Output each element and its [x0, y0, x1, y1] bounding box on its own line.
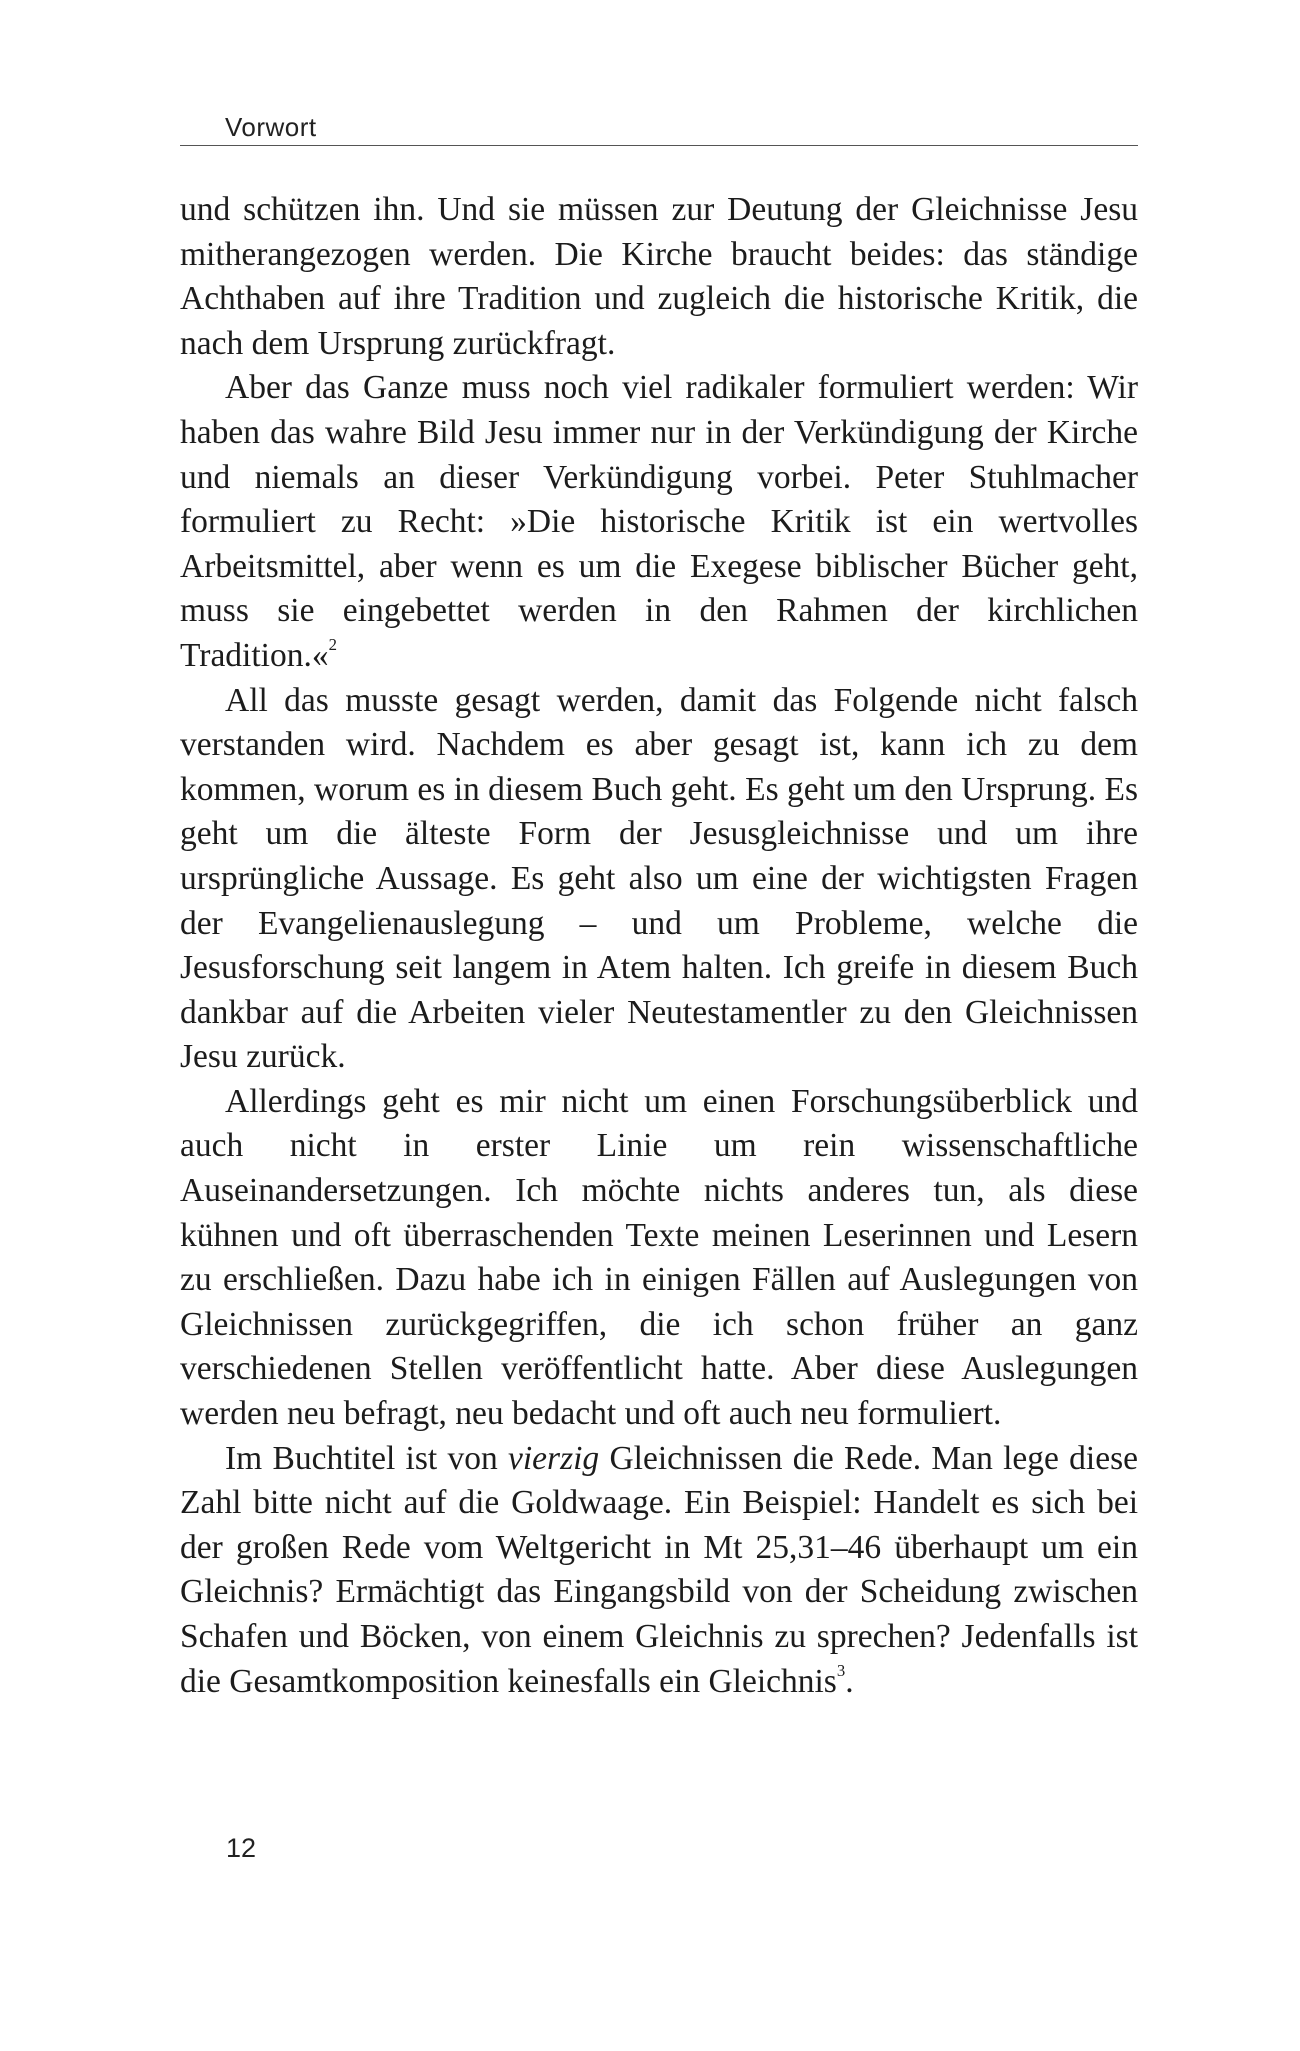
header-rule	[180, 145, 1138, 146]
paragraph-2	[180, 366, 1138, 678]
body-text	[180, 188, 1138, 1704]
footnote-marker: 3	[836, 1660, 846, 1680]
page-number: 12	[226, 1833, 257, 1863]
paragraph-text: Allerdings geht es mir nicht um einen Forschungsüberblick und auch nicht in erster Linie um rein wissenschaftliche Auseinandersetzungen. Ich möchte nichts anderes tun, als diese kühnen und oft überraschenden Texte meinen Leserinnen und Lesern zu erschließen. Dazu habe ich in einigen Fällen auf Auslegungen von Gleichnissen zurückgegriffen, die ich schon früher an ganz verschiedenen Stellen veröffentlicht hatte. Aber diese Auslegungen werden neu befragt, neu bedacht und oft auch neu formuliert.	[180, 1082, 1138, 1433]
paragraph-text: und schützen ihn. Und sie müssen zur Deutung der Gleichnisse Jesu mitherangezogen werden. Die Kirche braucht beides: das ständige Achthaben auf ihre Tradition und zugleich die historische Kritik, die nach dem Ursprung zurückfragt.	[180, 191, 1138, 362]
paragraph-text: Gleichnissen die Rede. Man lege diese Zahl bitte nicht auf die Goldwaage. Ein Beispiel: Handelt es sich bei der großen Rede vom Weltgericht in Mt 25,31–46 überhaupt um ein Gleichnis? Ermächtigt das Eingangsbild von der Scheidung zwischen Schafen und Böcken, von einem Gleichnis zu sprechen? Jedenfalls ist die Gesamtkomposition keinesfalls ein Gleichnis	[180, 1439, 1138, 1700]
paragraph-end: .	[845, 1662, 854, 1700]
footnote-marker: 2	[328, 635, 337, 655]
paragraph-4	[180, 1080, 1138, 1437]
paragraph-text: Aber das Ganze muss noch viel radikaler formuliert werden: Wir haben das wahre Bild Jesu immer nur in der Verkündigung der Kirche und niemals an dieser Verkündigung vorbei. Peter Stuhlmacher formuliert zu Recht: »Die historische Kritik ist ein wertvolles Arbeitsmittel, aber wenn es um die Exegese biblischer Bücher geht, muss sie eingebettet werden in den Rahmen der kirchlichen Tradition.«	[180, 369, 1138, 674]
paragraph-text: Im Buchtitel ist von	[225, 1439, 508, 1477]
running-head: Vorwort	[225, 112, 317, 142]
emphasized-word: vierzig	[508, 1439, 600, 1477]
paragraph-3	[180, 679, 1138, 1080]
paragraph-5	[180, 1437, 1138, 1705]
paragraph-1	[180, 188, 1138, 366]
paragraph-text: All das musste gesagt werden, damit das Folgende nicht falsch verstanden wird. Nachdem es aber gesagt ist, kann ich zu dem kommen, worum es in diesem Buch geht. Es geht um den Ursprung. Es geht um die älteste Form der Jesusgleichnisse und um ihre ursprüngliche Aussage. Es geht also um eine der wichtigsten Fragen der Evangelienauslegung – und um Probleme, welche die Jesusforschung seit langem in Atem halten. Ich greife in diesem Buch dankbar auf die Arbeiten vieler Neutestamentler zu den Gleichnissen Jesu zurück.	[180, 681, 1138, 1076]
